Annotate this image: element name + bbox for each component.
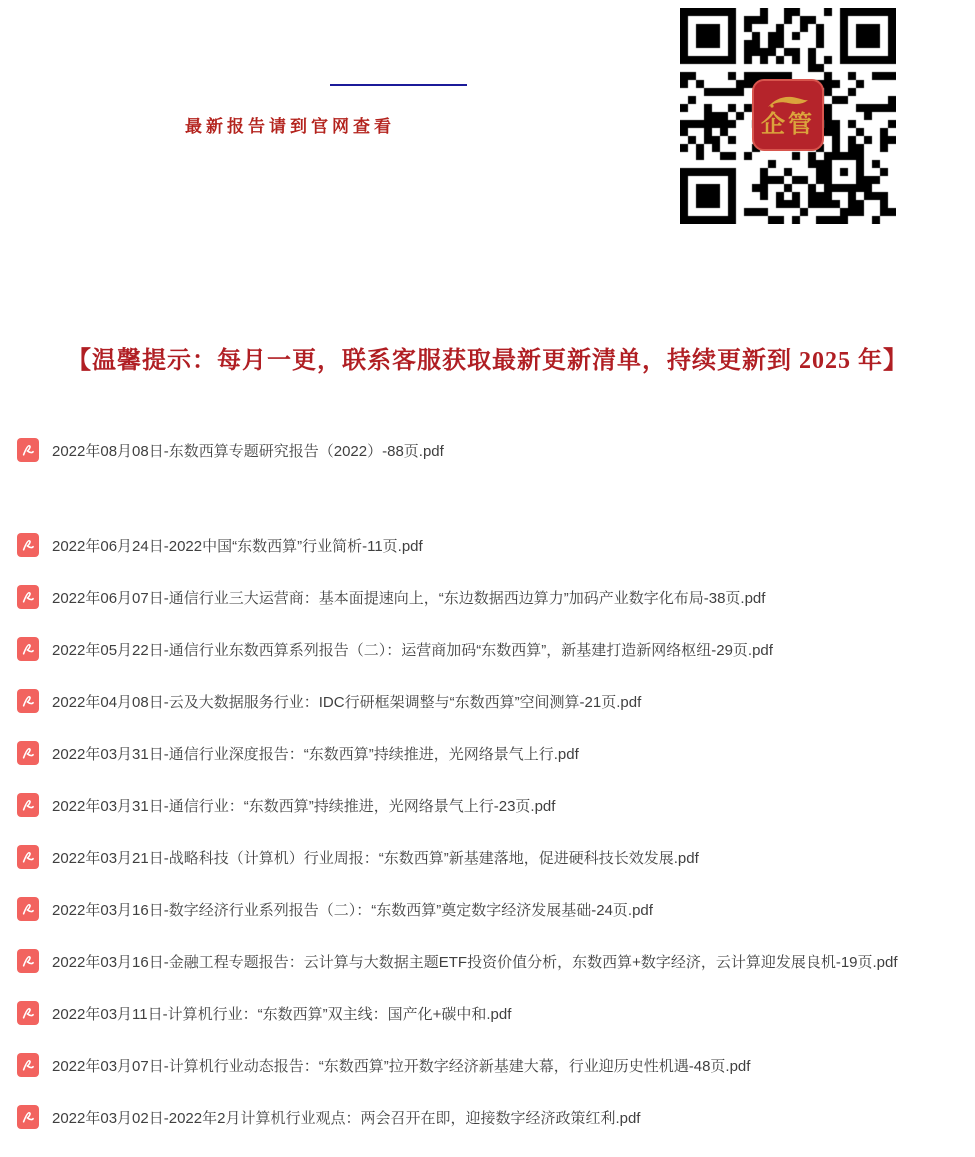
file-name: 2022年03月31日-通信行业深度报告：“东数西算”持续推进，光网络景气上行.pdf [52,745,579,763]
file-item[interactable] [17,1001,967,1025]
file-name: 2022年03月31日-通信行业：“东数西算”持续推进，光网络景气上行-23页.pdf [52,797,556,815]
file-item[interactable] [17,637,967,661]
swoosh-icon [766,94,810,112]
qr-code [680,8,896,224]
pdf-icon [17,949,39,973]
file-name: 2022年06月07日-通信行业三大运营商：基本面提速向上，“东边数据西边算力”加码产业数字化布局-38页.pdf [52,589,766,607]
file-name: 2022年03月16日-数字经济行业系列报告（二）：“东数西算”奠定数字经济发展基础-24页.pdf [52,901,653,919]
pdf-icon [17,1105,39,1129]
pdf-icon [17,637,39,661]
pdf-icon [17,1001,39,1025]
qr-center-logo [752,79,824,151]
pdf-icon [17,689,39,713]
file-name: 2022年03月07日-计算机行业动态报告：“东数西算”拉开数字经济新基建大幕，行业迎历史性机遇-48页.pdf [52,1057,751,1075]
file-item[interactable] [17,949,967,973]
file-name: 2022年03月16日-金融工程专题报告：云计算与大数据主题ETF投资价值分析，东数西算+数字经济，云计算迎发展良机-19页.pdf [52,953,898,971]
update-notice-banner: 【温馨提示：每月一更，联系客服获取最新更新清单，持续更新到 2025 年】 [67,348,908,374]
file-item[interactable] [17,585,967,609]
file-list [17,438,967,1157]
file-name: 2022年03月11日-计算机行业：“东数西算”双主线：国产化+碳中和.pdf [52,1005,512,1023]
file-item[interactable] [17,845,967,869]
pdf-icon [17,533,39,557]
file-item[interactable] [17,1105,967,1129]
file-item[interactable] [17,689,967,713]
pdf-icon [17,741,39,765]
file-item[interactable] [17,897,967,921]
official-site-link-underline[interactable] [330,84,467,86]
file-item[interactable] [17,741,967,765]
pdf-icon [17,438,39,462]
file-item[interactable] [17,793,967,817]
file-item[interactable] [17,438,967,462]
file-item[interactable] [17,533,967,557]
file-name: 2022年04月08日-云及大数据服务行业：IDC行研框架调整与“东数西算”空间测算-21页.pdf [52,693,642,711]
pdf-icon [17,897,39,921]
pdf-icon [17,845,39,869]
file-name: 2022年03月02日-2022年2月计算机行业观点：两会召开在即，迎接数字经济政策红利.pdf [52,1109,641,1127]
file-name: 2022年05月22日-通信行业东数西算系列报告（二）：运营商加码“东数西算”，新基建打造新网络枢纽-29页.pdf [52,641,773,659]
pdf-icon [17,585,39,609]
file-name: 2022年06月24日-2022中国“东数西算”行业简析-11页.pdf [52,537,423,555]
file-item[interactable] [17,1053,967,1077]
file-name: 2022年03月21日-战略科技（计算机）行业周报：“东数西算”新基建落地，促进硬科技长效发展.pdf [52,849,699,867]
pdf-icon [17,793,39,817]
pdf-icon [17,1053,39,1077]
top-notice-text: 最新报告请到官网查看 [185,117,395,136]
qr-logo-text: 企管 [761,111,815,138]
file-name: 2022年08月08日-东数西算专题研究报告（2022）-88页.pdf [52,442,444,460]
